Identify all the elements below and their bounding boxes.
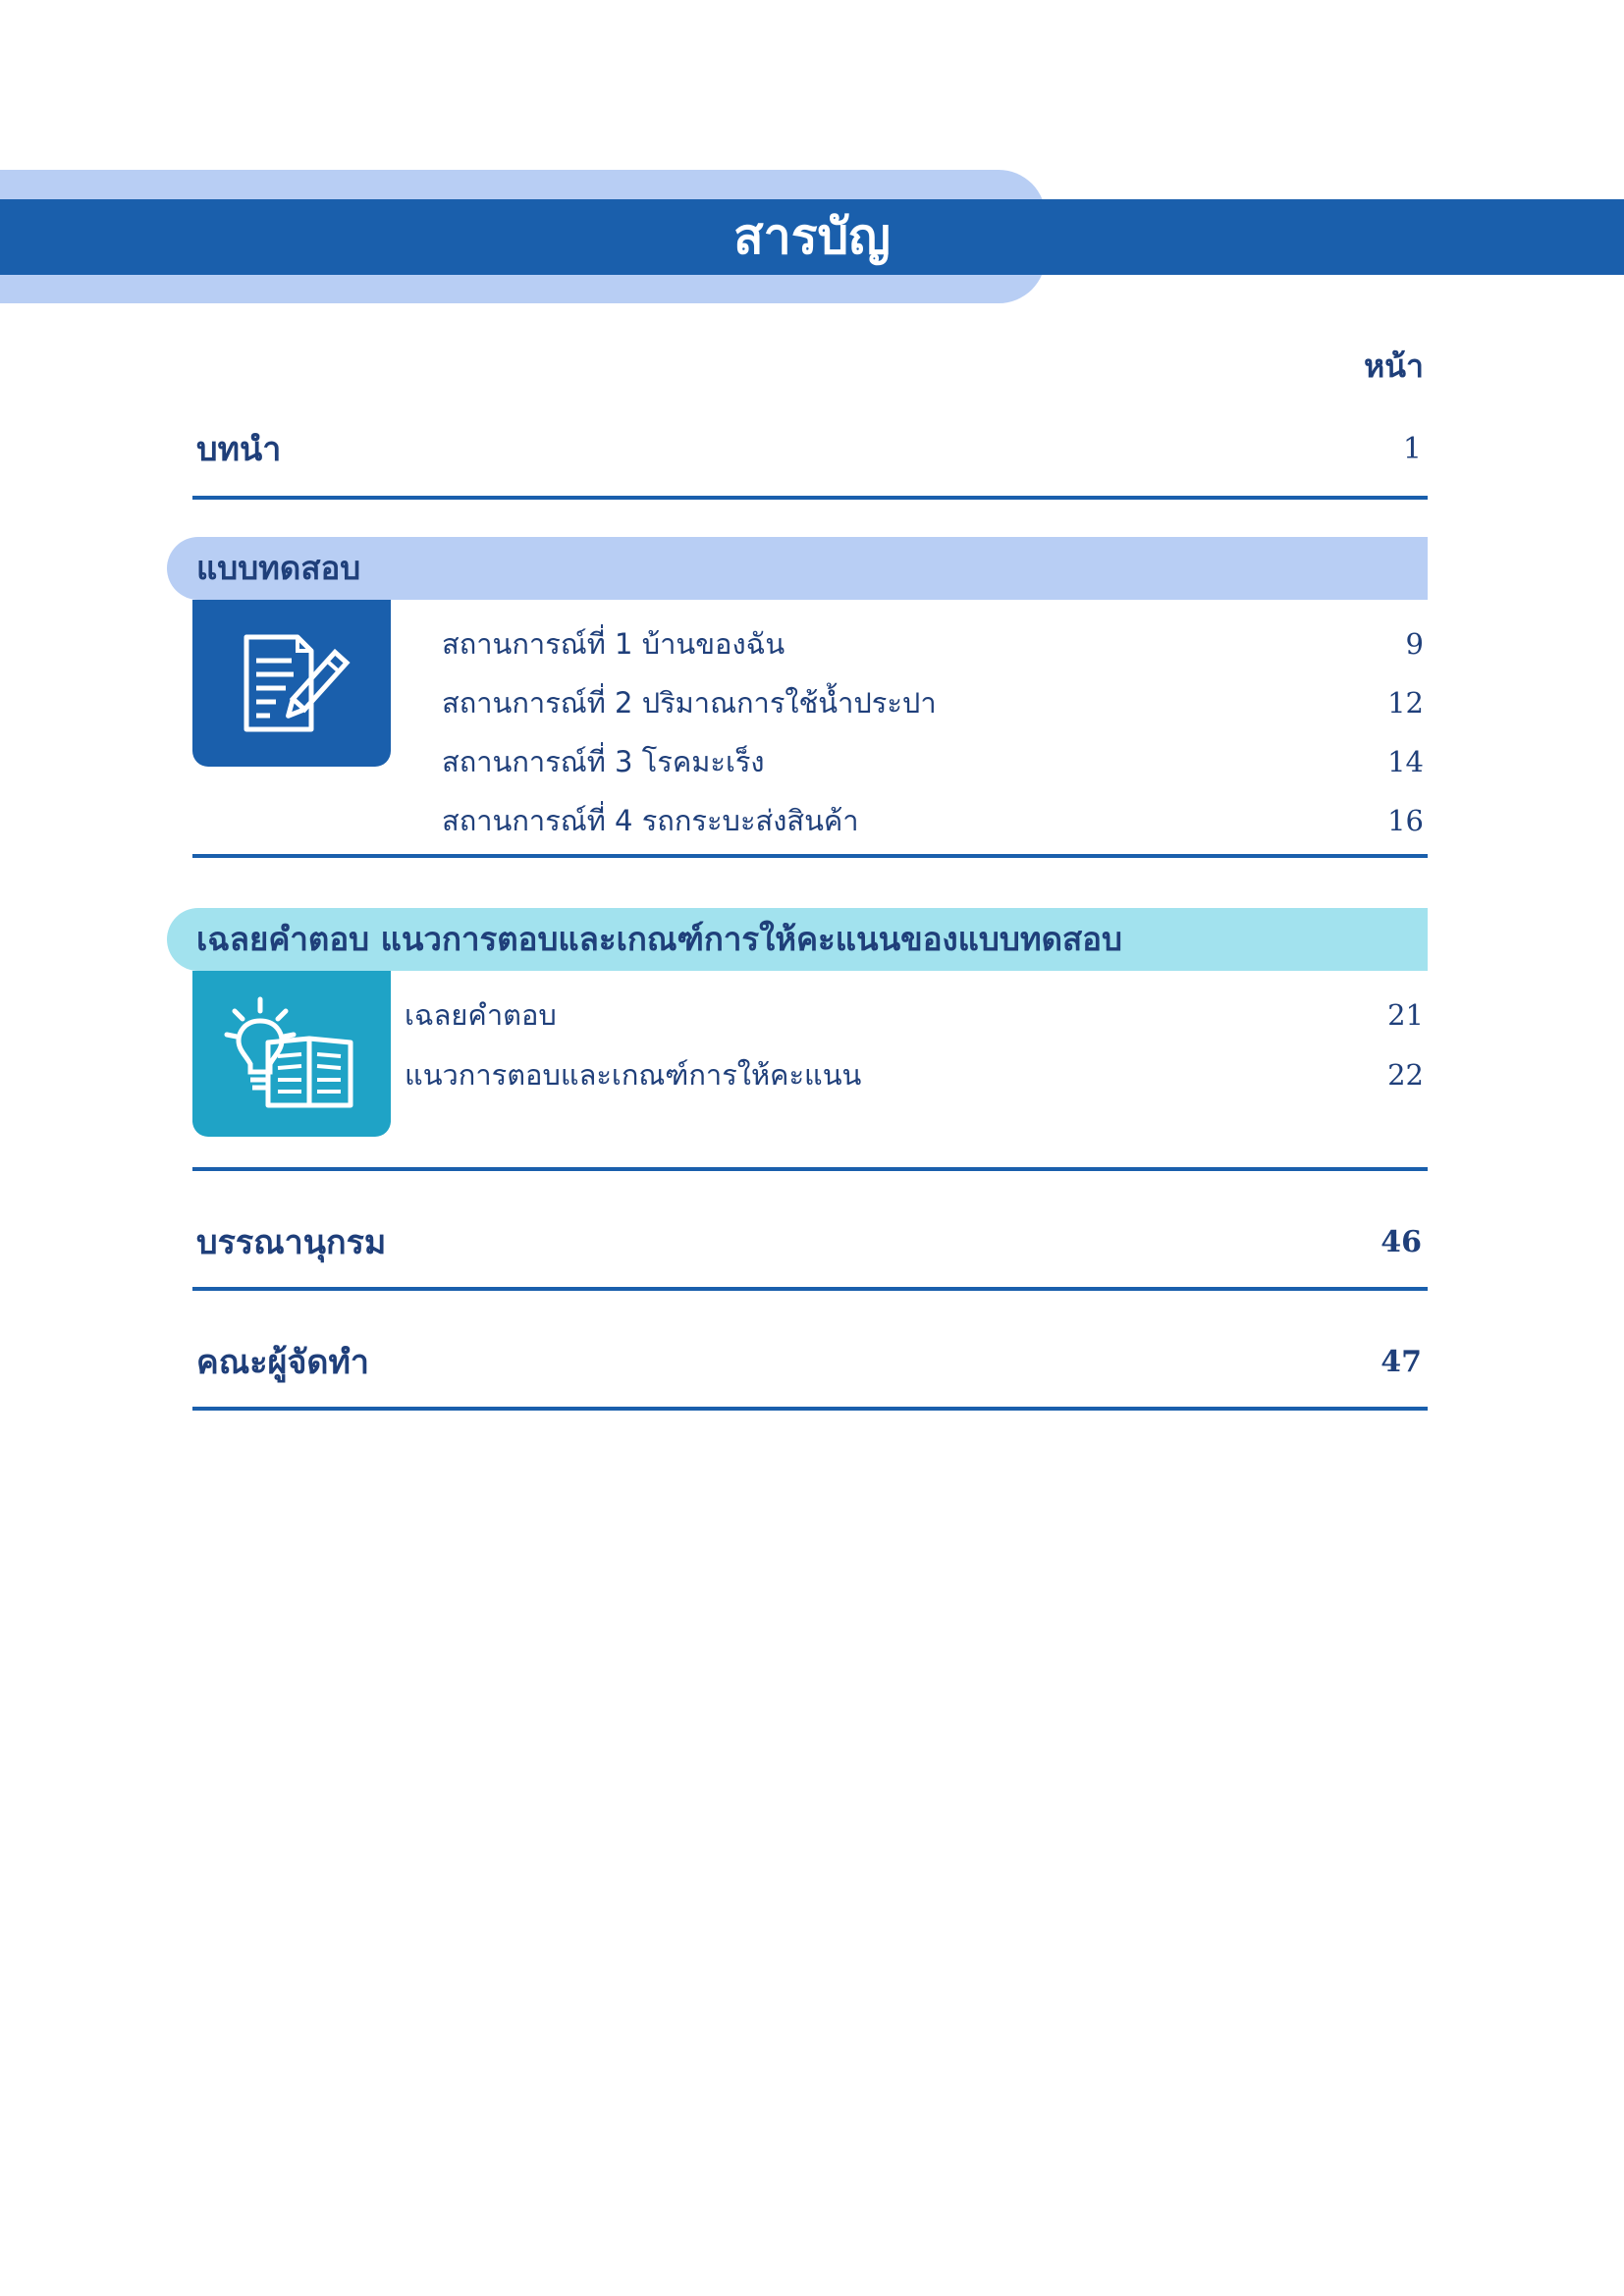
toc-subentry-label: เฉลยคำตอบ — [405, 998, 557, 1032]
toc-subentry-page: 22 — [1387, 1058, 1424, 1092]
toc-subentry-label: แนวการตอบและเกณฑ์การให้คะแนน — [405, 1058, 862, 1092]
section-heading: แบบทดสอบ — [196, 549, 361, 587]
divider — [192, 1167, 1428, 1171]
page-title: สารบัญ — [733, 208, 891, 265]
toc-subentry-label: สถานการณ์ที่ 2 ปริมาณการใช้น้ำประปา — [442, 686, 937, 720]
toc-entry-authors[interactable] — [192, 1337, 1428, 1386]
divider — [192, 1287, 1428, 1291]
toc-entry-label: บทนำ — [196, 430, 282, 469]
toc-entry-intro[interactable] — [192, 424, 1428, 473]
divider — [192, 496, 1428, 500]
toc-subentry-page: 21 — [1387, 998, 1424, 1032]
toc-entry-bibliography[interactable] — [192, 1217, 1428, 1266]
toc-subentry-page: 16 — [1387, 804, 1424, 837]
toc-entry-label: คณะผู้จัดทำ — [196, 1343, 369, 1382]
toc-entry-page: 46 — [1380, 1224, 1422, 1259]
toc-subentry-page: 14 — [1387, 745, 1424, 778]
divider — [192, 854, 1428, 858]
toc-subentry[interactable] — [442, 683, 1428, 722]
toc-subentry[interactable] — [442, 624, 1428, 664]
toc-subentry[interactable] — [442, 801, 1428, 840]
toc-entry-page: 47 — [1380, 1344, 1422, 1379]
toc-subentry[interactable] — [405, 995, 1428, 1035]
page-column-label: หน้า — [1364, 347, 1424, 385]
toc-subentry-page: 9 — [1405, 627, 1424, 661]
notepad-pencil-icon — [233, 629, 351, 737]
answers-icon-tile — [192, 971, 391, 1137]
toc-subentry-label: สถานการณ์ที่ 1 บ้านของฉัน — [442, 627, 785, 661]
section-bar-test — [167, 537, 1428, 600]
toc-subentry[interactable] — [442, 742, 1428, 781]
toc-subentry-label: สถานการณ์ที่ 4 รถกระบะส่งสินค้า — [442, 804, 859, 837]
section-heading: เฉลยคำตอบ แนวการตอบและเกณฑ์การให้คะแนนของแบบทดสอบ — [196, 920, 1122, 958]
toc-subentry-label: สถานการณ์ที่ 3 โรคมะเร็ง — [442, 745, 765, 778]
toc-subentry[interactable] — [405, 1055, 1428, 1095]
section-bar-answers — [167, 908, 1428, 971]
lightbulb-book-icon — [223, 995, 360, 1113]
divider — [192, 1407, 1428, 1411]
toc-entry-page: 1 — [1402, 431, 1422, 466]
toc-subentry-page: 12 — [1387, 686, 1424, 720]
toc-entry-label: บรรณานุกรม — [196, 1223, 387, 1262]
test-icon-tile — [192, 600, 391, 767]
